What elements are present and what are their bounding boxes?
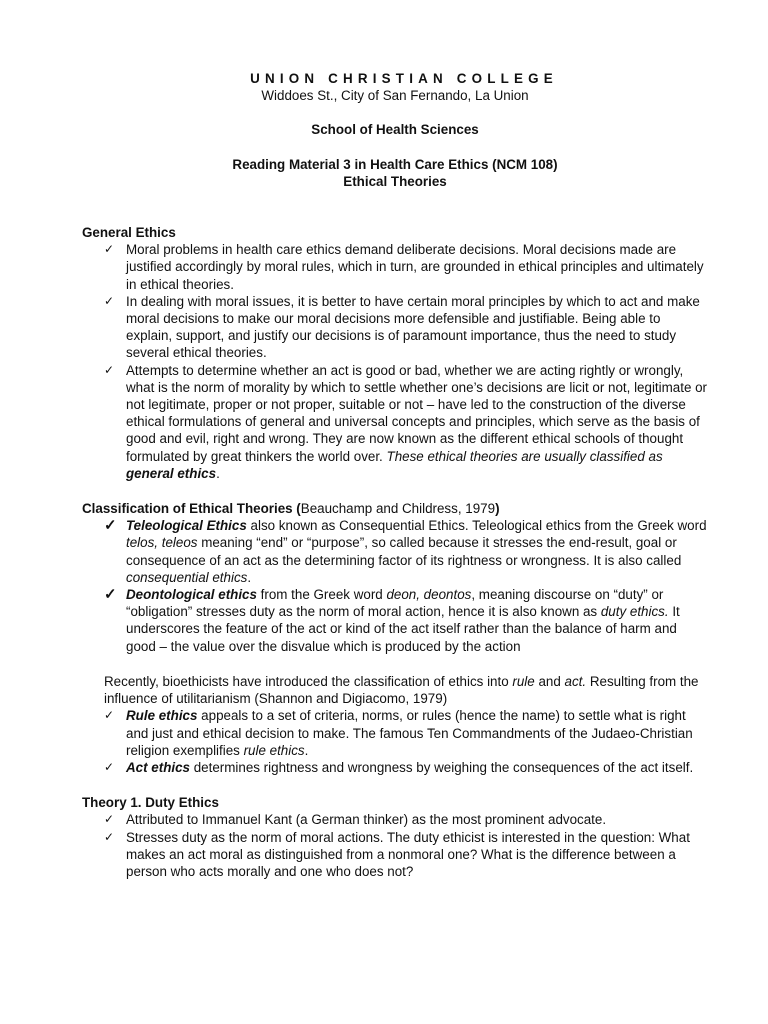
check-icon: ✓ [104,362,115,377]
check-icon: ✓ [104,293,115,308]
college-name: UNION CHRISTIAN COLLEGE [250,71,558,86]
classification-list [82,517,708,655]
general-ethics-heading: General Ethics [82,225,176,241]
college-address: Widdoes St., City of San Fernando, La Union [261,88,529,104]
list-item: ✓ Deontological ethics from the Greek word deon, deontos, meaning discourse on “duty” or “obligation” stresses duty as the norm of moral action, hence it is also known as duty ethics. It underscores the feature of the act or kind of the act itself rather than the balance of harm and good – the value over the disvalue which is produced by the action [104,586,680,654]
list-item: ✓ Act ethics determines rightness and wrongness by weighing the consequences of the act itself. [104,759,694,775]
list-item: ✓ In dealing with moral issues, it is better to have certain moral principles by which to act and make moral decisions to make our moral decisions more defensible and justifiable. Being able to explain, support, and justify our decisions is of paramount importance, thus the need to study several ethical theories. [104,293,700,361]
school-name: School of Health Sciences [311,122,479,138]
check-icon: ✓ [104,829,115,844]
classification-heading: Classification of Ethical Theories (Beauchamp and Childress, 1979) [82,501,500,517]
list-item: ✓ Stresses duty as the norm of moral actions. The duty ethicist is interested in the question: What makes an act moral as distinguished from a nonmoral one? What is the difference between a person who acts morally and one who does not? [104,829,690,879]
document-subtitle: Ethical Theories [343,173,447,189]
check-icon: ✓ [104,759,115,774]
check-icon: ✓ [104,517,117,535]
check-icon: ✓ [104,586,117,604]
rule-act-paragraph: Recently, bioethicists have introduced the classification of ethics into rule and act. Resulting from the influence of utilitarianism (Shannon and Digiacomo, 1979) [104,673,699,707]
general-ethics-list [82,241,708,482]
check-icon: ✓ [104,708,115,723]
theory1-heading: Theory 1. Duty Ethics [82,795,219,811]
list-item: ✓ Rule ethics appeals to a set of criteria, norms, or rules (hence the name) to settle what is right and just and ethical decision to make. The famous Ten Commandments of the Judaeo-Christian religion exemplifies rule ethics. [104,708,693,758]
list-item: ✓ Attributed to Immanuel Kant (a German thinker) as the most prominent advocate. [104,812,607,828]
check-icon: ✓ [104,242,115,257]
list-item: ✓ Moral problems in health care ethics demand deliberate decisions. Moral decisions made are justified accordingly by moral rules, which in turn, are grounded in ethical principles and ultimately in ethical theories. [104,242,704,292]
rule-act-list [82,707,708,776]
theory1-list [82,811,708,880]
list-item: ✓ Attempts to determine whether an act is good or bad, whether we are acting rightly or wrongly, what is the norm of morality by which to settle whether one’s decisions are licit or not, legitimate or not legitimate, proper or not proper, suitable or not – have led to the construction of the diverse ethical formulations of general and universal concepts and principles, which serve as the basis of good and evil, right and wrong. They are now known as the different ethical schools of thought formulated by great thinkers the world over. These ethical theories are usually classified as general ethics. [104,362,708,481]
document-title: Reading Material 3 in Health Care Ethics (NCM 108) [232,156,558,172]
check-icon: ✓ [104,812,115,827]
list-item: ✓ Teleological Ethics also known as Consequential Ethics. Teleological ethics from the Greek word telos, teleos meaning “end” or “purpose”, so called because it stresses the end-result, goal or consequence of an act as the determining factor of its rightness or wrongness. It is also called consequential ethics. [104,517,707,585]
